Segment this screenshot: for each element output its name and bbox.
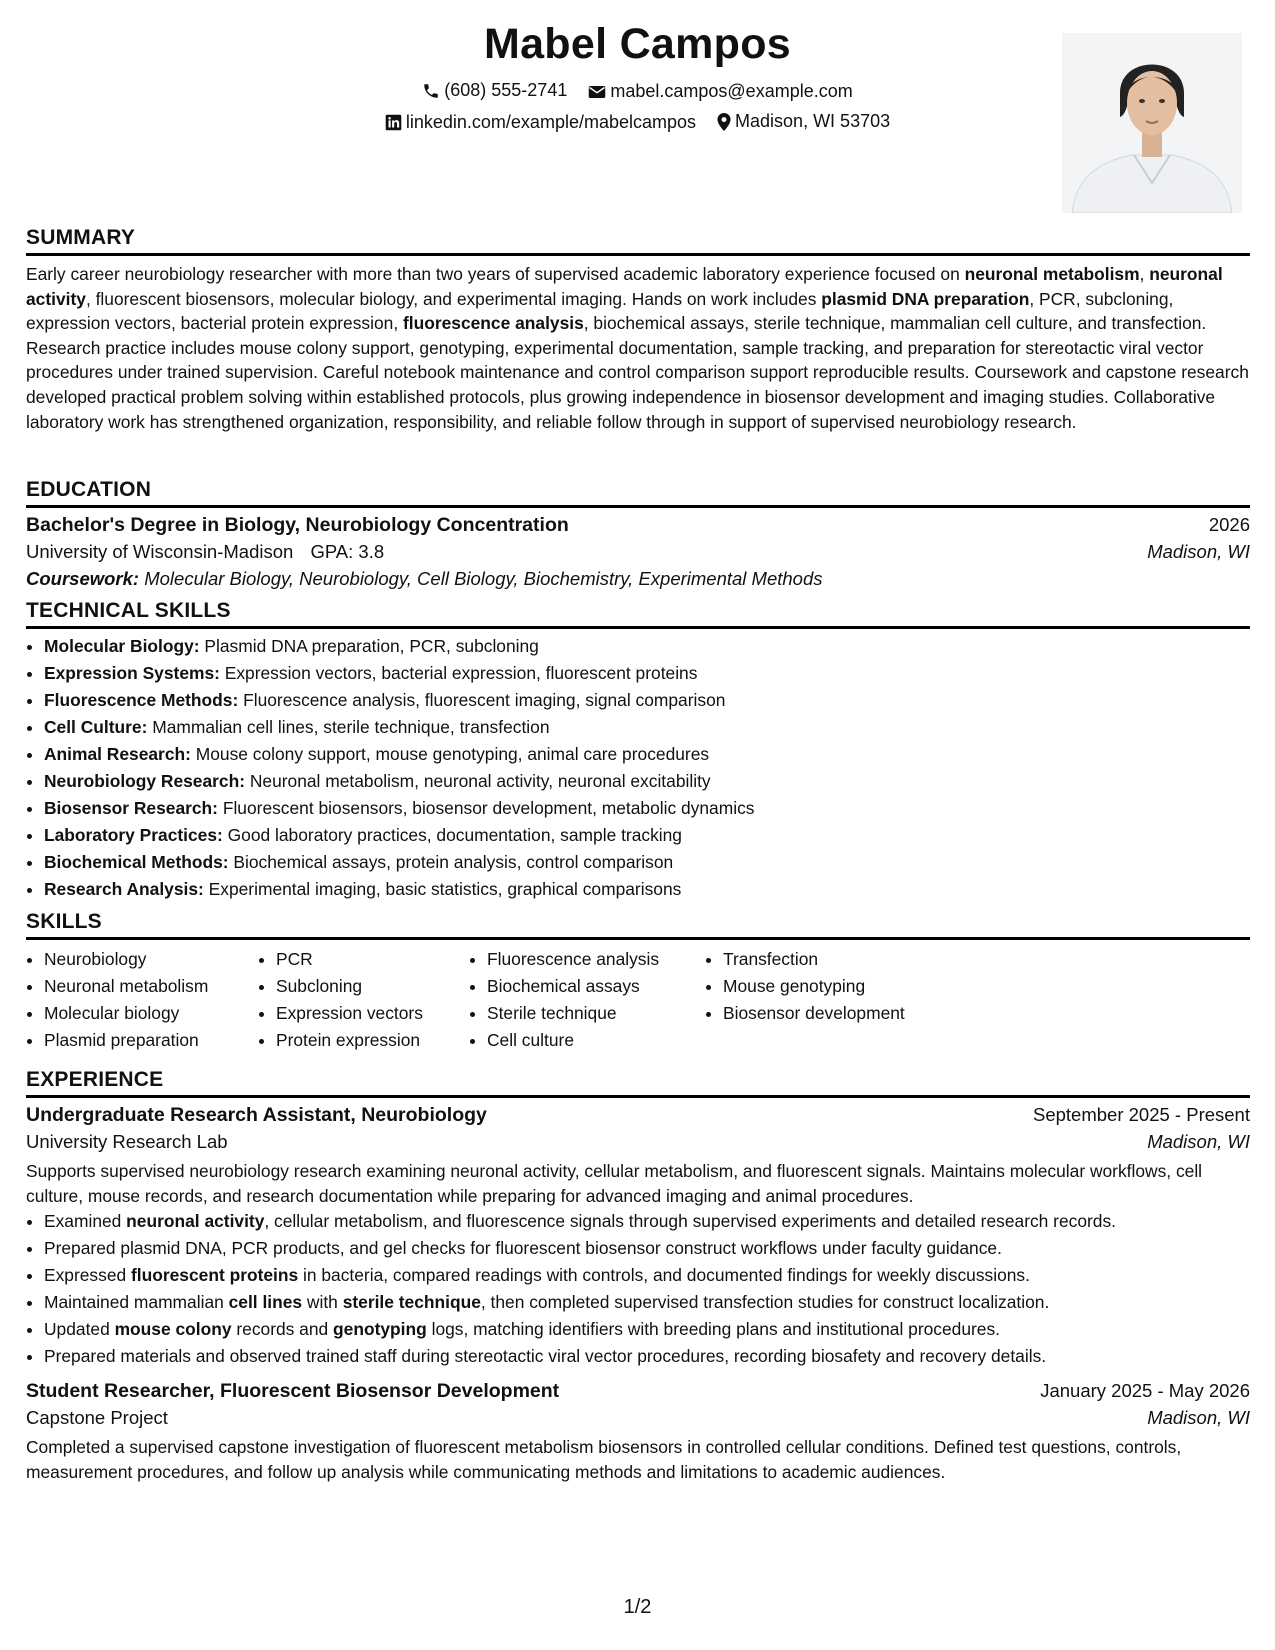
email-contact[interactable] <box>588 81 852 102</box>
skill-item: • Mouse genotyping <box>723 973 983 1000</box>
text-segment: records and <box>231 1319 334 1340</box>
text-segment: Prepared plasmid DNA, PCR products, and gel checks for fluorescent biosensor construct workflows under faculty guidance. <box>44 1238 1002 1259</box>
coursework-label: Coursework: <box>26 568 140 589</box>
technical-skill-item <box>44 687 1250 714</box>
text-segment: , biochemical assays, sterile technique, mammalian cell culture, and transfection. Research practice includes mouse colony support, genotyping, experimental documentation, sample tracking, and preparation for stereotactic viral vector procedures under trained supervision. Careful notebook maintenance and control comparison support reproducible results. Coursework and capstone research developed practical problem solving within established protocols, plus growing independence in biosensor development and imaging studies. Collaborative laboratory work has strengthened organization, responsibility, and reliable follow through in support of supervised neurobiology research. <box>26 313 1249 432</box>
job-title: Student Researcher, Fluorescent Biosensor Development <box>26 1380 560 1403</box>
text-segment: Updated <box>44 1319 115 1340</box>
bold-text: sterile technique <box>342 1292 481 1313</box>
job-bullet <box>44 1262 1250 1289</box>
skill-category-text: Fluorescence analysis, fluorescent imaging, signal comparison <box>238 690 726 710</box>
text-segment: with <box>302 1292 343 1313</box>
technical-skill-item <box>44 822 1250 849</box>
experience-title-row <box>26 1380 1250 1403</box>
technical-skill-item <box>44 876 1250 903</box>
technical-skills-section <box>26 599 1250 903</box>
gpa: GPA: 3.8 <box>310 541 385 562</box>
job-description: Completed a supervised capstone investigation of fluorescent metabolism biosensors in controlled cellular conditions. Defined test questions, controls, measurement procedures, and follow up analysis while communicating methods and limitations to academic audiences. <box>26 1437 1182 1482</box>
skill-category-label: Laboratory Practices: <box>44 825 223 845</box>
job-bullets <box>26 1208 1250 1370</box>
skill-category-label: Expression Systems: <box>44 663 220 683</box>
job-dates: January 2025 - May 2026 <box>1040 1380 1250 1402</box>
text-segment: , <box>1139 264 1150 284</box>
technical-skill-item <box>44 795 1250 822</box>
technical-skill-item <box>44 741 1250 768</box>
degree-title: Bachelor's Degree in Biology, Neurobiology Concentration <box>26 514 569 536</box>
skill-category-label: Research Analysis: <box>44 879 204 899</box>
coursework-line <box>26 568 1250 590</box>
job-bullet <box>44 1289 1250 1316</box>
experience-entry <box>26 1104 1250 1370</box>
skill-category-text: Plasmid DNA preparation, PCR, subcloning <box>199 636 539 656</box>
text-segment: , then completed supervised transfection studies for construct localization. <box>480 1292 1050 1313</box>
experience-list <box>26 1104 1250 1484</box>
summary-section <box>26 226 1250 434</box>
skill-item: • Plasmid preparation <box>44 1027 258 1054</box>
job-organization: Capstone Project <box>26 1407 168 1429</box>
school-line <box>26 541 384 563</box>
job-dates: September 2025 - Present <box>1033 1104 1250 1125</box>
experience-title-row <box>26 1104 1250 1127</box>
summary-heading: SUMMARY <box>26 226 1250 256</box>
bold-text: genotyping <box>333 1319 427 1340</box>
portrait-illustration <box>1062 33 1242 213</box>
job-bullet <box>44 1208 1250 1235</box>
bold-text: fluorescent proteins <box>131 1265 299 1286</box>
text-segment: , fluorescent biosensors, molecular biology, and experimental imaging. Hands on work includes <box>85 288 822 309</box>
email-text: mabel.campos@example.com <box>610 81 853 101</box>
linkedin-contact[interactable] <box>385 112 696 133</box>
skill-category-label: Cell Culture: <box>44 717 148 737</box>
skill-category-label: Biosensor Research: <box>44 798 218 818</box>
text-segment: Expressed <box>44 1265 131 1286</box>
summary-paragraph <box>26 262 1250 434</box>
job-bullet <box>44 1316 1250 1343</box>
education-title-row <box>26 514 1250 537</box>
envelope-icon <box>588 84 606 100</box>
experience-entry <box>26 1380 1250 1484</box>
phone-icon <box>422 82 440 100</box>
text-segment: , PCR, subcloning, expression vectors, bacterial protein expression, <box>26 288 1174 334</box>
experience-org-row <box>26 1407 1250 1429</box>
job-bullet <box>44 1343 1250 1370</box>
text-segment: , cellular metabolism, and fluorescence signals through supervised experiments and detailed research records. <box>264 1211 1116 1232</box>
bold-text: neuronal activity <box>126 1211 265 1232</box>
bold-text: neuronal metabolism <box>964 264 1140 284</box>
profile-photo <box>1062 33 1242 213</box>
skills-column <box>26 946 258 1054</box>
skill-category-label: Fluorescence Methods: <box>44 690 239 710</box>
phone-text: (608) 555-2741 <box>444 80 568 100</box>
skills-column <box>469 946 705 1054</box>
skill-category-text: Mouse colony support, mouse genotyping, animal care procedures <box>190 744 710 764</box>
location-text: Madison, WI 53703 <box>735 111 891 131</box>
technical-skills-heading: TECHNICAL SKILLS <box>26 599 1250 629</box>
job-organization: University Research Lab <box>26 1131 228 1152</box>
skills-column <box>258 946 469 1054</box>
location-contact <box>717 111 890 132</box>
education-heading: EDUCATION <box>26 478 1250 508</box>
skill-item: • PCR <box>276 946 469 973</box>
technical-skill-item <box>44 714 1250 741</box>
candidate-name: Mabel Campos <box>483 20 792 68</box>
job-description: Supports supervised neurobiology research examining neuronal activity, cellular metabolism, and fluorescent signals. Maintains molecular workflows, cell culture, mouse records, and research documentation while preparing for advanced imaging and animal procedures. <box>26 1161 1203 1206</box>
text-segment: Prepared materials and observed trained staff during stereotactic viral vector procedures, recording biosafety and recovery details. <box>44 1346 1047 1367</box>
skill-item: • Transfection <box>723 946 983 973</box>
job-location: Madison, WI <box>1147 1131 1250 1152</box>
experience-section <box>26 1068 1250 1484</box>
school-name: University of Wisconsin-Madison <box>26 541 294 562</box>
text-segment: Early career neurobiology researcher with more than two years of supervised academic laboratory experience focused on <box>26 264 965 284</box>
technical-skill-item <box>44 660 1250 687</box>
skill-category-label: Animal Research: <box>44 744 191 764</box>
skill-category-text: Neuronal metabolism, neuronal activity, neuronal excitability <box>245 771 711 791</box>
text-segment: in bacteria, compared readings with controls, and documented findings for weekly discussions. <box>298 1265 1030 1286</box>
skill-item: • Subcloning <box>276 973 469 1000</box>
skill-category-text: Biochemical assays, protein analysis, control comparison <box>228 852 674 872</box>
skills-column <box>705 946 983 1054</box>
skill-item: • Biosensor development <box>723 1000 983 1027</box>
technical-skills-list <box>26 633 1250 903</box>
skill-category-text: Fluorescent biosensors, biosensor development, metabolic dynamics <box>217 798 755 818</box>
skill-category-text: Expression vectors, bacterial expression, fluorescent proteins <box>219 663 698 683</box>
bold-text: plasmid DNA preparation <box>821 288 1030 309</box>
skills-heading: SKILLS <box>26 910 1250 940</box>
graduation-year: 2026 <box>1208 514 1250 535</box>
text-segment: logs, matching identifiers with breeding plans and institutional procedures. <box>426 1319 1001 1340</box>
education-section <box>26 478 1250 590</box>
skills-section <box>26 910 1250 1054</box>
job-title: Undergraduate Research Assistant, Neurobiology <box>26 1104 487 1126</box>
bold-text: fluorescence analysis <box>402 313 584 334</box>
text-segment: Examined <box>44 1211 127 1232</box>
job-bullet <box>44 1235 1250 1262</box>
skill-category-label: Biochemical Methods: <box>44 852 229 872</box>
skill-category-text: Mammalian cell lines, sterile technique, transfection <box>147 717 550 737</box>
coursework-list: Molecular Biology, Neurobiology, Cell Biology, Biochemistry, Experimental Methods <box>144 568 823 589</box>
skill-item: • Sterile technique <box>487 1000 705 1027</box>
skill-item: • Cell culture <box>487 1027 705 1054</box>
technical-skill-item <box>44 633 1250 660</box>
skill-category-label: Neurobiology Research: <box>44 771 246 791</box>
experience-heading: EXPERIENCE <box>26 1068 1250 1098</box>
skill-category-text: Good laboratory practices, documentation, sample tracking <box>222 825 682 845</box>
technical-skill-item <box>44 849 1250 876</box>
skill-item: • Expression vectors <box>276 1000 469 1027</box>
skill-item: • Protein expression <box>276 1027 469 1054</box>
experience-org-row <box>26 1131 1250 1153</box>
bold-text: cell lines <box>228 1292 303 1313</box>
bold-text: mouse colony <box>114 1319 232 1340</box>
skill-item: • Fluorescence analysis <box>487 946 705 973</box>
education-school-row <box>26 541 1250 563</box>
linkedin-text: linkedin.com/example/mabelcampos <box>405 111 697 132</box>
skill-category-label: Molecular Biology: <box>44 636 200 656</box>
text-segment: Maintained mammalian <box>44 1292 229 1313</box>
skill-category-text: Experimental imaging, basic statistics, graphical comparisons <box>203 879 682 899</box>
skill-item: • Molecular biology <box>44 1000 258 1027</box>
skills-grid <box>26 946 1250 1054</box>
job-location: Madison, WI <box>1147 1407 1250 1429</box>
skill-item: • Neuronal metabolism <box>44 973 258 1000</box>
technical-skill-item <box>44 768 1250 795</box>
bold-text: neuronal activity <box>26 264 1223 309</box>
map-pin-icon <box>717 113 731 131</box>
page-number: 1/2 <box>623 1596 652 1618</box>
skill-item: • Biochemical assays <box>487 973 705 1000</box>
linkedin-icon <box>385 114 402 131</box>
school-location: Madison, WI <box>1147 541 1250 562</box>
skill-item: • Neurobiology <box>44 946 258 973</box>
phone-contact[interactable] <box>422 80 567 101</box>
